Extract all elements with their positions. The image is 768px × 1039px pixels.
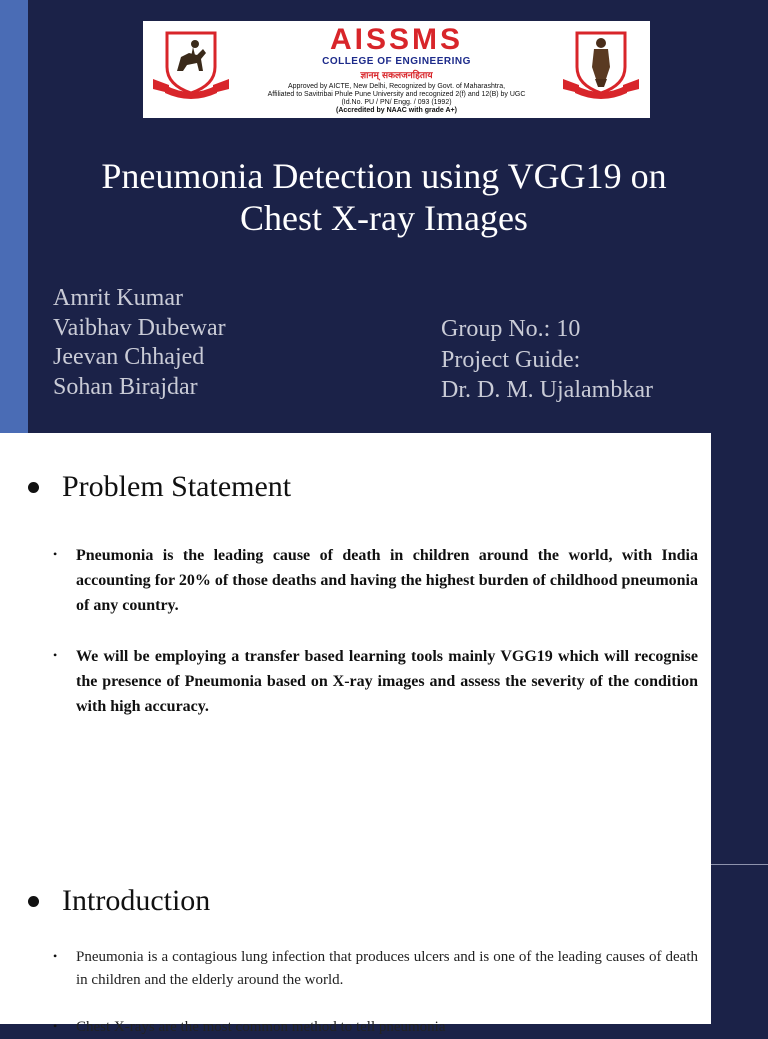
author-list xyxy=(53,284,226,402)
slide-title-line-1: Pneumonia Detection using VGG19 on xyxy=(101,156,667,196)
bullet-dot-icon: • xyxy=(53,648,58,662)
bullet-dot-icon: • xyxy=(53,949,58,963)
problem-point: Pneumonia is the leading cause of death in children around the world, with India accounting for 20% of those deaths and having the highest burden of childhood pneumonia of any country. xyxy=(76,547,698,614)
logo-accreditation-line: (Accredited by NAAC with grade A+) xyxy=(336,107,457,114)
bullet-dot-icon: • xyxy=(53,1019,58,1033)
problem-statement-title: Problem Statement xyxy=(62,470,292,503)
slide-title xyxy=(40,155,728,239)
slide-title-line-2: Chest X-ray Images xyxy=(240,198,528,238)
introduction-title: Introduction xyxy=(62,884,211,917)
guide-label: Project Guide: xyxy=(441,346,581,373)
guide-name: Dr. D. M. Ujalambkar xyxy=(441,377,653,403)
problem-point: We will be employing a transfer based learning tools mainly VGG19 which will recognise the presence of Pneumonia based on X-ray images and assess the severity of the condition with high accuracy. xyxy=(76,648,698,715)
author-name: Amrit Kumar xyxy=(53,285,183,311)
author-name: Jeevan Chhajed xyxy=(53,344,205,370)
logo-id-line: (Id.No. PU / PN/ Engg. / 093 (1992) xyxy=(341,99,452,106)
logo-title: AISSMS xyxy=(329,23,464,56)
logo-approval-line: Approved by AICTE, New Delhi, Recognized by Govt. of Maharashtra, xyxy=(287,83,506,90)
author-name: Sohan Birajdar xyxy=(53,373,198,400)
title-slide xyxy=(0,0,768,433)
introduction-point: Chest X-rays are the most common method to tell pneumonia xyxy=(76,1019,446,1035)
group-info xyxy=(441,314,653,406)
logo-affiliation-line: Affiliated to Savitribai Phule Pune University and recognized 2(f) and 12(B) by UGC xyxy=(267,91,526,98)
college-logo-banner xyxy=(143,21,650,118)
group-number: Group No.: 10 xyxy=(441,316,581,342)
bullet-dot-icon xyxy=(28,482,39,493)
problem-statement-heading xyxy=(28,469,291,505)
logo-motto: ज्ञानम् सकलजनहिताय xyxy=(360,71,433,81)
accent-bar xyxy=(0,0,28,433)
bullet-dot-icon: • xyxy=(53,547,58,561)
content-slide xyxy=(0,433,711,1035)
logo-subtitle: COLLEGE OF ENGINEERING xyxy=(322,56,471,67)
introduction-heading xyxy=(28,883,210,919)
author-name: Vaibhav Dubewar xyxy=(53,314,226,341)
slide-edge-divider xyxy=(711,864,768,865)
bullet-dot-icon xyxy=(28,896,39,907)
introduction-point: Pneumonia is a contagious lung infection that produces ulcers and is one of the leading causes of death in children and the elderly around the world. xyxy=(76,949,698,988)
